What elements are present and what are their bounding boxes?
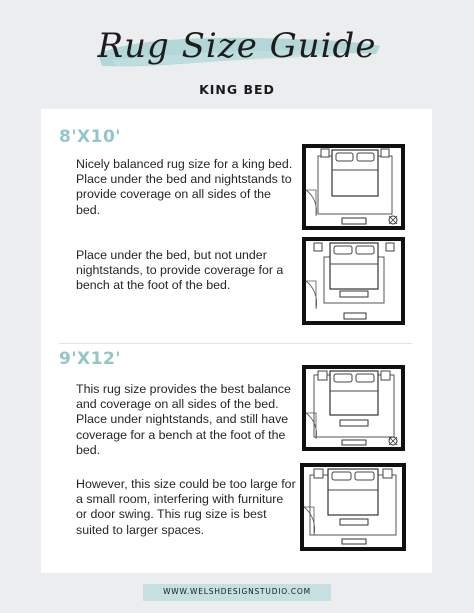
description-8x10-option-2: Place under the bed, but not under nightstands, to provide coverage for a bench at the foot of the bed. [76,248,284,293]
description-9x12-option-1: This rug size provides the best balance and coverage on all sides of the bed. Place under nightstands, and still have coverage for a bench at the foot of the bed. [76,382,291,457]
page-subtitle: KING BED [199,82,275,97]
page-title: Rug Size Guide [97,26,377,66]
section-divider [59,343,412,344]
size-heading-9x12: 9'X12' [59,349,122,369]
floor-plan-9x12-option-1 [302,365,405,451]
floor-plan-9x12-option-2 [300,463,406,551]
floor-plan-8x10-option-1 [302,144,405,230]
description-8x10-option-1: Nicely balanced rug size for a king bed. Place under the bed and nightstands to provide coverage on all sides of the bed. [76,157,293,217]
guide-card [41,109,432,573]
floor-plan-8x10-option-2 [302,237,405,325]
description-9x12-option-2: However, this size could be too large for a small room, interfering with furniture or door swing. This rug size is best suited to larger spaces. [76,477,296,537]
size-heading-8x10: 8'X10' [59,127,122,147]
footer-website-link[interactable]: WWW.WELSHDESIGNSTUDIO.COM [163,587,311,596]
